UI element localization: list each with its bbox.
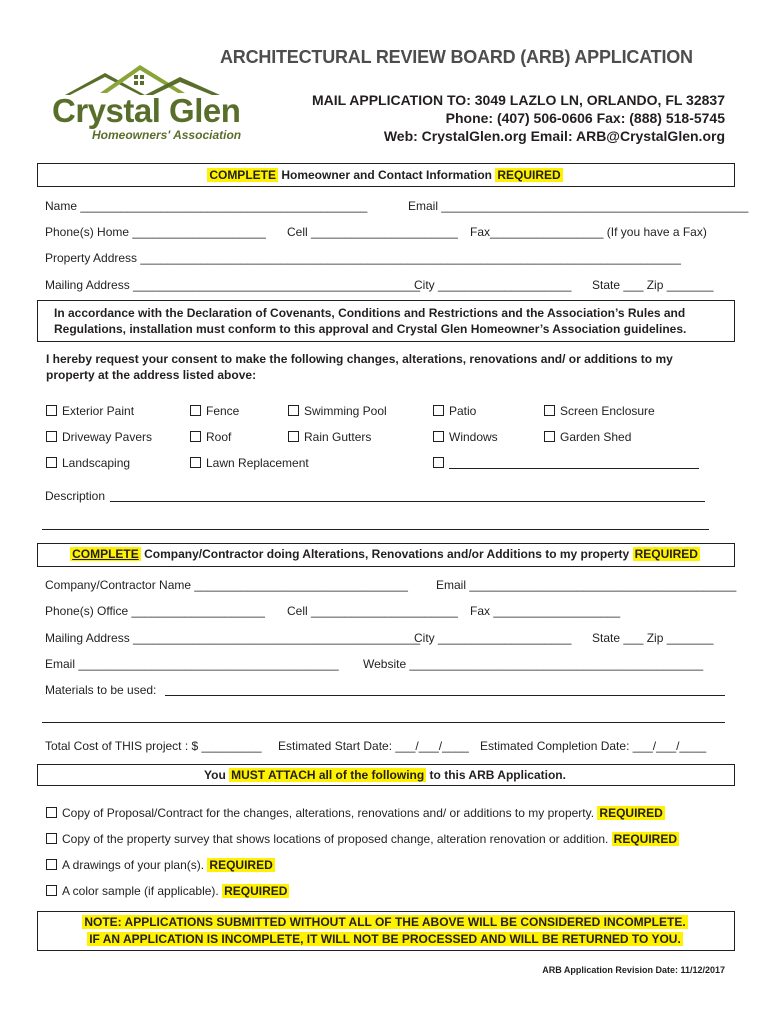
phone-home-field[interactable]: Phone(s) Home ____________________ bbox=[45, 225, 266, 239]
checkbox-icon[interactable] bbox=[46, 859, 57, 870]
checkbox-icon[interactable] bbox=[46, 885, 57, 896]
checkbox-icon[interactable] bbox=[433, 405, 444, 416]
cell-field[interactable]: Cell ______________________ bbox=[287, 225, 458, 239]
start-date-field[interactable]: Estimated Start Date: ___/___/____ bbox=[278, 739, 469, 753]
contractor-heading: COMPLETE Company/Contractor doing Alterations, Renovations and/or Additions to my property REQUIRED bbox=[72, 547, 698, 561]
checkbox-swimming-pool[interactable]: Swimming Pool bbox=[288, 404, 387, 418]
company-name-field[interactable]: Company/Contractor Name ________________________________ bbox=[45, 578, 408, 592]
mail-address: MAIL APPLICATION TO: 3049 LAZLO LN, ORLANDO, FL 32837 bbox=[311, 92, 725, 108]
company-cell-field[interactable]: Cell ______________________ bbox=[287, 604, 458, 618]
checkbox-garden-shed[interactable]: Garden Shed bbox=[544, 430, 631, 444]
note-line-2: IF AN APPLICATION IS INCOMPLETE, IT WILL NOT BE PROCESSED AND WILL BE RETURNED TO YOU. bbox=[89, 932, 681, 946]
company-email-field[interactable]: Email ________________________________________ bbox=[436, 578, 737, 592]
checkbox-icon[interactable] bbox=[46, 431, 57, 442]
other-option-line[interactable] bbox=[449, 468, 699, 469]
checkbox-windows[interactable]: Windows bbox=[433, 430, 498, 444]
attach-heading: You MUST ATTACH all of the following to this ARB Application. bbox=[204, 768, 566, 782]
checkbox-icon[interactable] bbox=[433, 457, 444, 468]
checkbox-lawn-replacement[interactable]: Lawn Replacement bbox=[190, 456, 309, 470]
checkbox-rain-gutters[interactable]: Rain Gutters bbox=[288, 430, 371, 444]
web-email: Web: CrystalGlen.org Email: ARB@CrystalGlen.org bbox=[383, 128, 725, 144]
checkbox-icon[interactable] bbox=[288, 405, 299, 416]
checkbox-icon[interactable] bbox=[190, 457, 201, 468]
description-label: Description bbox=[45, 489, 106, 503]
page-title: ARCHITECTURAL REVIEW BOARD (ARB) APPLICATION bbox=[220, 47, 693, 67]
company-city-field[interactable]: City ____________________ bbox=[414, 631, 572, 645]
name-field[interactable]: Name ___________________________________________ bbox=[45, 199, 368, 213]
phone-fax: Phone: (407) 506-0606 Fax: (888) 518-5745 bbox=[445, 110, 725, 126]
city-field[interactable]: City ____________________ bbox=[414, 278, 572, 292]
checkbox-icon[interactable] bbox=[288, 431, 299, 442]
checkbox-driveway-pavers[interactable]: Driveway Pavers bbox=[46, 430, 152, 444]
materials-label: Materials to be used: bbox=[45, 683, 157, 697]
phone-office-field[interactable]: Phone(s) Office ____________________ bbox=[45, 604, 265, 618]
revision-date: ARB Application Revision Date: 11/12/2017 bbox=[542, 965, 725, 975]
mailing-address-field[interactable]: Mailing Address ___________________________________________ bbox=[45, 278, 421, 292]
email-field[interactable]: Email ______________________________________________ bbox=[408, 199, 749, 213]
fax-field[interactable]: Fax_________________ (If you have a Fax) bbox=[470, 225, 707, 239]
checkbox-landscaping[interactable]: Landscaping bbox=[46, 456, 130, 470]
checkbox-icon[interactable] bbox=[544, 405, 555, 416]
logo-subtitle: Homeowners' Association bbox=[92, 128, 242, 142]
company-fax-field[interactable]: Fax ___________________ bbox=[470, 604, 621, 618]
checkbox-exterior-paint[interactable]: Exterior Paint bbox=[46, 404, 134, 418]
property-address-field[interactable]: Property Address _________________________________________________________________________________ bbox=[45, 251, 681, 265]
checkbox-icon[interactable] bbox=[46, 405, 57, 416]
checkbox-icon[interactable] bbox=[544, 431, 555, 442]
attach-item-drawings[interactable]: A drawings of your plan(s). REQUIRED bbox=[46, 858, 275, 872]
company-mailing-address-field[interactable]: Mailing Address ___________________________________________ bbox=[45, 631, 421, 645]
attach-item-color-sample[interactable]: A color sample (if applicable). REQUIRED bbox=[46, 884, 289, 898]
checkbox-other[interactable] bbox=[433, 456, 449, 470]
checkbox-icon[interactable] bbox=[190, 405, 201, 416]
attach-item-survey[interactable]: Copy of the property survey that shows locations of proposed change, alteration renovation or addition. REQUIRED bbox=[46, 832, 679, 846]
state-zip-field[interactable]: State ___ Zip _______ bbox=[592, 278, 714, 292]
company-state-zip-field[interactable]: State ___ Zip _______ bbox=[592, 631, 714, 645]
company-email-2-field[interactable]: Email _______________________________________ bbox=[45, 657, 339, 671]
notice-line-1: In accordance with the Declaration of Covenants, Conditions and Restrictions and the Association’s Rules and bbox=[54, 306, 686, 320]
note-line-1: NOTE: APPLICATIONS SUBMITTED WITHOUT ALL OF THE ABOVE WILL BE CONSIDERED INCOMPLETE. bbox=[84, 915, 686, 929]
homeowner-heading: COMPLETE Homeowner and Contact Information REQUIRED bbox=[209, 168, 561, 182]
checkbox-icon[interactable] bbox=[433, 431, 444, 442]
notice-line-2: Regulations, installation must conform to this approval and Crystal Glen Homeowner’s Association guidelines. bbox=[54, 322, 687, 336]
website-field[interactable]: Website ____________________________________________ bbox=[363, 657, 704, 671]
checkbox-screen-enclosure[interactable]: Screen Enclosure bbox=[544, 404, 655, 418]
logo-name: Crystal Glen bbox=[52, 92, 241, 129]
materials-line-1[interactable] bbox=[165, 695, 725, 696]
checkbox-icon[interactable] bbox=[46, 833, 57, 844]
materials-line-2[interactable] bbox=[42, 722, 725, 723]
checkbox-roof[interactable]: Roof bbox=[190, 430, 231, 444]
checkbox-fence[interactable]: Fence bbox=[190, 404, 239, 418]
checkbox-icon[interactable] bbox=[190, 431, 201, 442]
description-line-1[interactable] bbox=[110, 501, 705, 502]
completion-date-field[interactable]: Estimated Completion Date: ___/___/____ bbox=[480, 739, 707, 753]
checkbox-patio[interactable]: Patio bbox=[433, 404, 476, 418]
checkbox-icon[interactable] bbox=[46, 457, 57, 468]
total-cost-field[interactable]: Total Cost of THIS project : $ _________ bbox=[45, 739, 262, 753]
description-line-2[interactable] bbox=[42, 529, 709, 530]
attach-item-proposal[interactable]: Copy of Proposal/Contract for the changes, alterations, renovations and/ or additions to my property. REQUIRED bbox=[46, 806, 665, 820]
checkbox-icon[interactable] bbox=[46, 807, 57, 818]
request-line-2: property at the address listed above: bbox=[46, 368, 257, 382]
request-line-1: I hereby request your consent to make the following changes, alterations, renovations and/ or additions to my bbox=[46, 352, 673, 366]
